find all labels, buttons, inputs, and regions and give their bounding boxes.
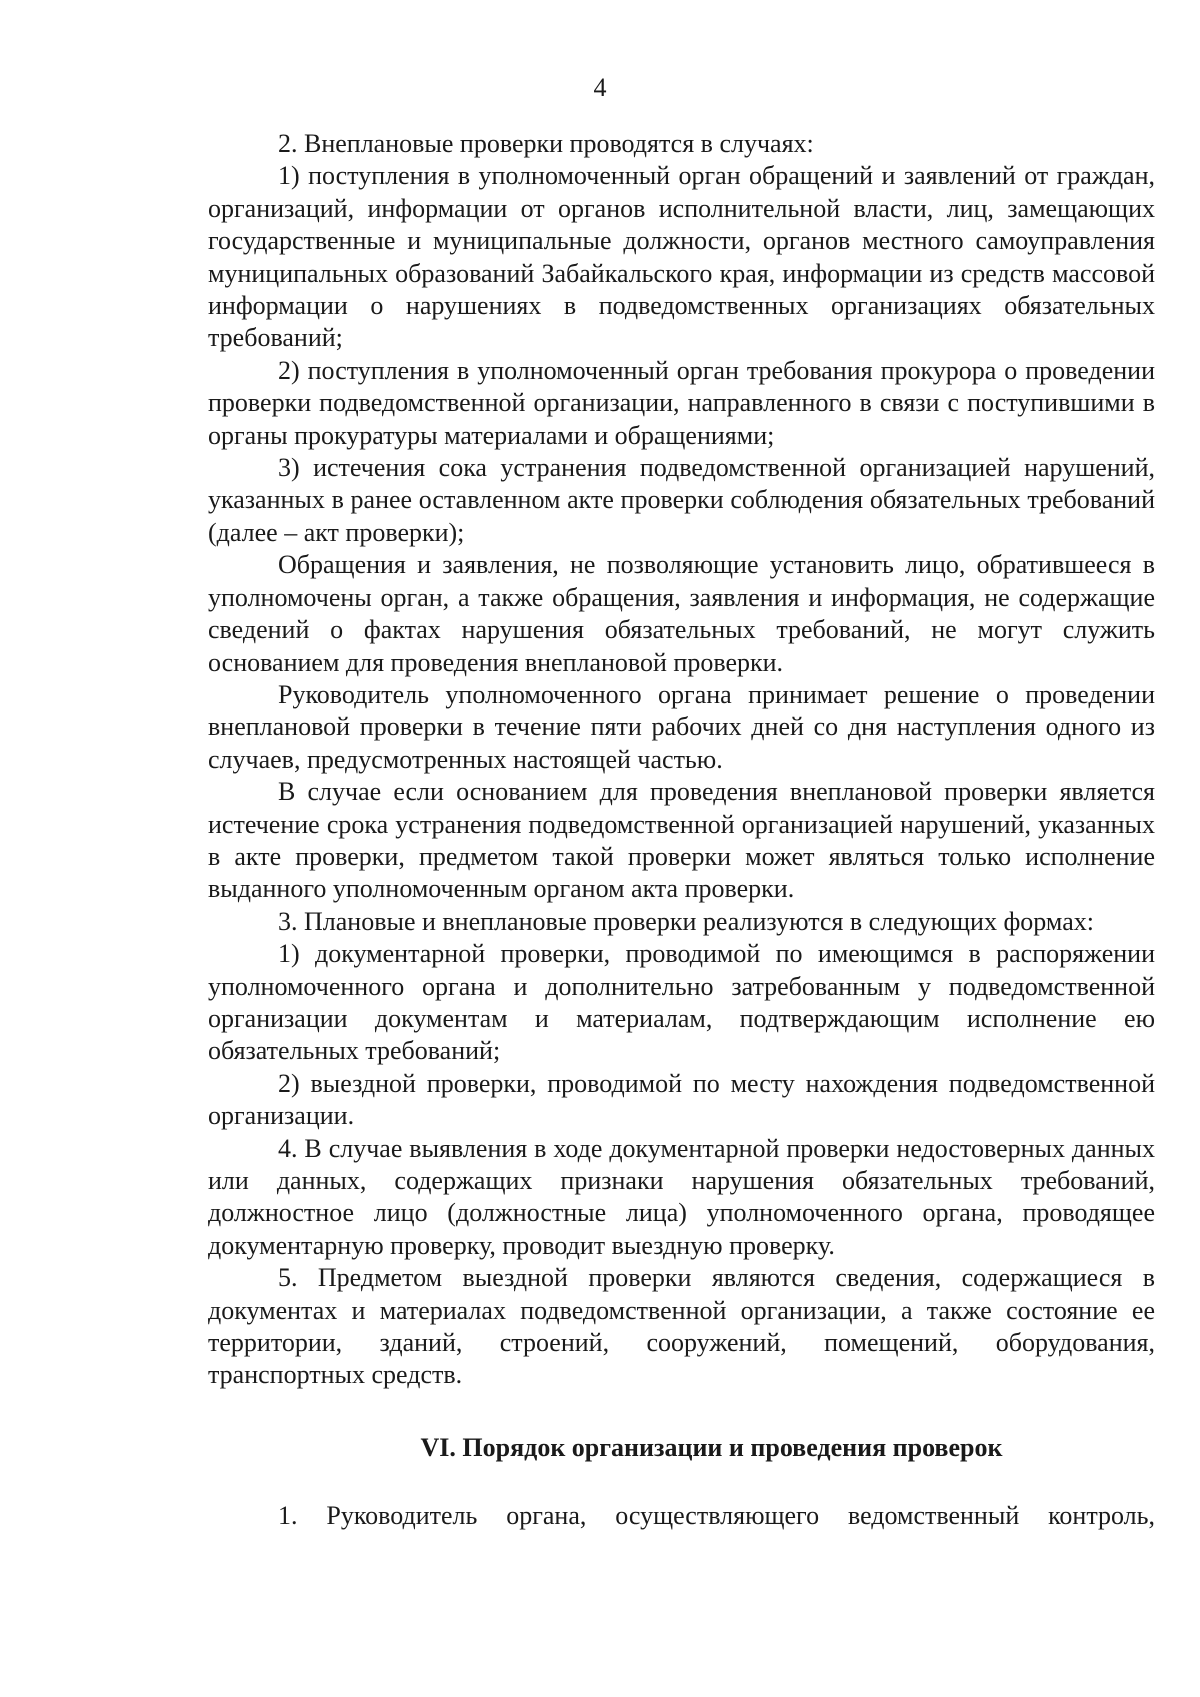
paragraph-case-3-deadline: 3) истечения сока устранения подведомственной организацией нарушений, указанных в ранее оставленном акте проверки соблюдения обязательных требований (далее – акт проверки); [208,453,1155,547]
page-number: 4 [593,73,607,102]
paragraph-head-decision: Руководитель уполномоченного органа принимает решение о проведении внеплановой проверки в течение пяти рабочих дней со дня наступления одного из случаев, предусмотренных настоящей частью. [208,679,1155,774]
paragraph-case-2-prosecutor: 2) поступления в уполномоченный орган требования прокурора о проведении проверки подведомственной организации, направленного в связи с поступившими в органы прокуратуры материалами и обращениями; [208,355,1155,450]
paragraph-form-2-onsite: 2) выездной проверки, проводимой по месту нахождения подведомственной организации. [208,1068,1155,1131]
paragraph-form-1-documentary: 1) документарной проверки, проводимой по имеющимся в распоряжении уполномоченного органа и дополнительно затребованным у подведомственной организации документам и материалам, подтверждающим исполнение ею обязательных требований; [208,939,1155,1066]
paragraph-check-forms: 3. Плановые и внеплановые проверки реализуются в следующих формах: [278,906,1094,936]
document-body [208,128,1155,1532]
paragraph-case-1-appeals: 1) поступления в уполномоченный орган обращений и заявлений от граждан, организаций, информации от органов исполнительной власти, лиц, замещающих государственные и муниципальные должности, органов местного самоуправления муниципальных образований Забайкальского края, информации из средств массовой информации о нарушениях в подведомственных организациях обязательных требований; [208,161,1155,353]
paragraph-item-5: 5. Предметом выездной проверки являются сведения, содержащиеся в документах и материалах подведомственной организации, а также состояние ее территории, зданий, строений, сооружений, помещений, оборудования, транспортных средств. [208,1263,1155,1390]
paragraph-section-6-item-1: 1. Руководитель органа, осуществляющего ведомственный контроль, [278,1500,1155,1530]
paragraph-deadline-subject: В случае если основанием для проведения внеплановой проверки является истечение срока устранения подведомственной организацией нарушений, указанных в акте проверки, предметом такой проверки может являться только исполнение выданного уполномоченным органом акта проверки. [208,777,1155,904]
section-heading: VI. Порядок организации и проведения проверок [420,1432,1003,1462]
paragraph-item-4: 4. В случае выявления в ходе документарной проверки недостоверных данных или данных, содержащих признаки нарушения обязательных требований, должностное лицо (должностные лица) уполномоченного органа, проводящее документарную проверку, проводит выездную проверку. [208,1133,1155,1260]
paragraph-unplanned-checks-intro: 2. Внеплановые проверки проводятся в случаях: [278,129,814,158]
paragraph-anonymous-appeals: Обращения и заявления, не позволяющие установить лицо, обратившееся в уполномочены орган, а также обращения, заявления и информация, не содержащие сведений о фактах нарушения обязательных требований, не могут служить основанием для проведения внеплановой проверки. [208,550,1155,677]
